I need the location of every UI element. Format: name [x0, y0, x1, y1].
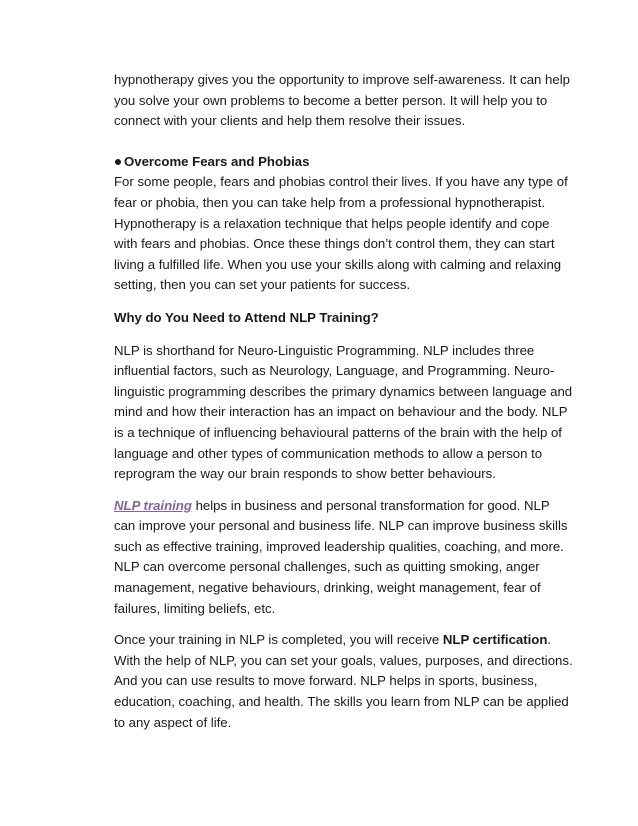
bullet-icon	[115, 159, 121, 165]
intro-paragraph: hypnotherapy gives you the opportunity to improve self-awareness. It can help you solve your own problems to become a better person. It will help you to connect with your clients and help them resolve their issues.	[114, 72, 570, 129]
fears-paragraph: For some people, fears and phobias control their lives. If you have any type of fear or phobia, then you can take help from a professional hypnotherapist. Hypnotherapy is a relaxation technique that helps people identify and cope with fears and phobias. Once these things don’t control them, they can start living a fulfilled life. When you use your skills along with calming and relaxing setting, then you can set your patients for success.	[114, 174, 568, 293]
fears-heading	[114, 152, 574, 173]
nlp-definition-paragraph: NLP is shorthand for Neuro-Linguistic Programming. NLP includes three influential factors, such as Neurology, Language, and Programming. Neuro-linguistic programming describes the primary dynamics between language and mind and how their interaction has an impact on behaviour and the body. NLP is a technique of influencing behavioural patterns of the brain with the help of language and other types of communication methods to allow a person to reprogram the way our brain responds to show better behaviours.	[114, 342, 573, 482]
nlp-training-paragraph	[114, 496, 574, 620]
certification-intro-text: Once your training in NLP is completed, you will receive	[114, 632, 443, 648]
document-page	[114, 70, 574, 733]
fears-heading-text: Overcome Fears and Phobias	[124, 153, 310, 169]
nlp-certification-paragraph	[114, 630, 574, 733]
nlp-training-link[interactable]: NLP training	[114, 497, 192, 513]
certification-bold-text: NLP certification	[442, 632, 548, 648]
certification-rest-text: . With the help of NLP, you can set your goals, values, purposes, and directions. And you can use results to move forward. NLP helps in sports, business, education, coaching, and health. The skills you learn from NLP can be applied to any aspect of life.	[114, 632, 573, 730]
nlp-section-heading: Why do You Need to Attend NLP Training?	[114, 309, 379, 325]
nlp-training-paragraph-text: helps in business and personal transformation for good. NLP can improve your personal and business life. NLP can improve business skills such as effective training, improved leadership qualities, coaching, and more. NLP can overcome personal challenges, such as quitting smoking, anger management, negative behaviours, drinking, weight management, fear of failures, limiting beliefs, etc.	[114, 497, 568, 616]
